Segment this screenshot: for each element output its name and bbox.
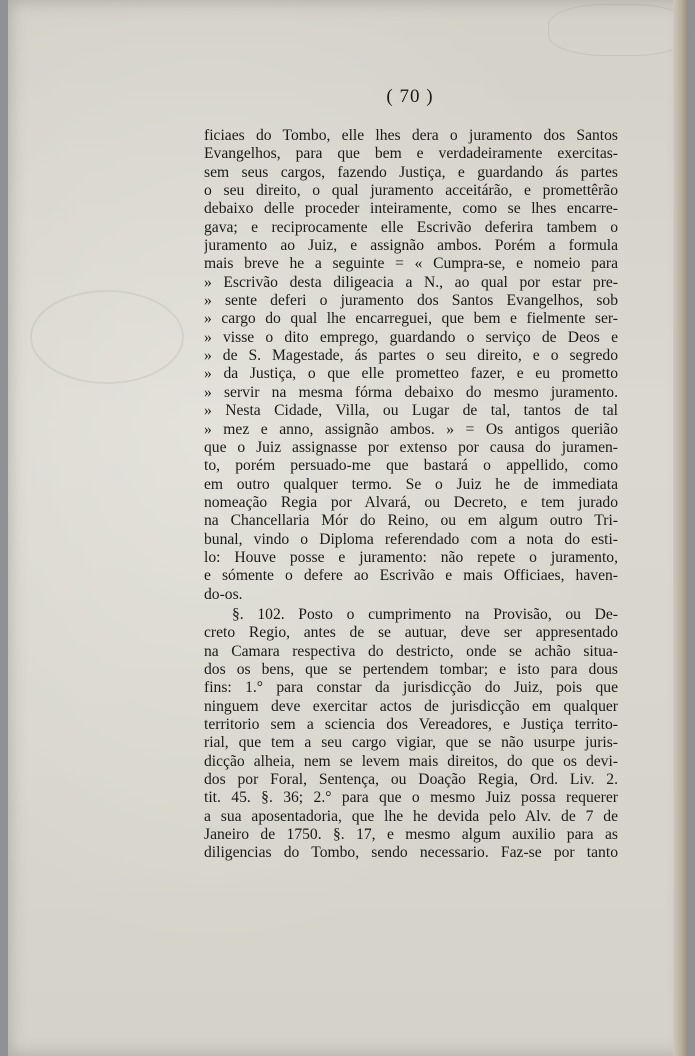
text-line: a sua aposentadoria, que lhe he devida pelo Alv. de 7 de [204, 807, 618, 825]
text-line: o seu direito, o qual juramento acceitárão, e promettêrão [204, 182, 618, 200]
text-line: » cargo do qual lhe encarreguei, que bem e fielmente ser- [204, 310, 618, 328]
paragraph-oath-formula [204, 127, 618, 604]
text-line: ninguem deve exercitar actos de jurisdicção em qualquer [204, 697, 618, 715]
text-line: » visse o dito emprego, guardando o serviço de Deos e [204, 328, 618, 346]
text-line: na Chancellaria Mór do Reino, ou em algum outro Tri- [204, 512, 618, 530]
text-line: gava; e reciprocamente elle Escrivão deferira tambem o [204, 218, 618, 236]
text-line: Evangelhos, para que bem e verdadeiramente exercitas- [204, 145, 618, 163]
text-line: » sente deferi o juramento dos Santos Evangelhos, sob [204, 292, 618, 310]
text-line: debaixo delle proceder inteiramente, como se lhes encarre- [204, 200, 618, 218]
text-line: » da Justiça, o que elle prometteo fazer, e eu prometto [204, 365, 618, 383]
text-line: fins: 1.° para constar da jurisdicção do Juiz, pois que [204, 679, 618, 697]
text-line: nomeação Regia por Alvará, ou Decreto, e tem jurado [204, 493, 618, 511]
text-line: juramento ao Juiz, e assignão ambos. Porém a formula [204, 237, 618, 255]
text-line: dos por Foral, Sentença, ou Doação Regia, Ord. Liv. 2. [204, 771, 618, 789]
text-line: e sómente o defere ao Escrivão e mais Officiaes, haven- [204, 567, 618, 585]
text-line: do-os. [204, 585, 243, 603]
text-line: diligencias do Tombo, sendo necessario. Faz-se por tanto [204, 844, 618, 862]
text-line: » Nesta Cidade, Villa, ou Lugar de tal, tantos de tal [204, 402, 618, 420]
page-edge [673, 0, 687, 1056]
text-line: que o Juiz assignasse por extenso por causa do juramen- [204, 438, 618, 456]
text-line: sem seus cargos, fazendo Justiça, e guardando ás partes [204, 163, 618, 181]
text-line: to, porém persuado-me que bastará o appellido, como [204, 457, 618, 475]
text-line: ficiaes do Tombo, elle lhes dera o juramento dos Santos [204, 127, 618, 144]
text-line: » Escrivão desta diligeacia a N., ao qual por estar pre- [204, 273, 618, 291]
text-line: §. 102. Posto o cumprimento na Provisão, ou De- [232, 606, 618, 623]
text-line: territorio sem a sciencia dos Vereadores, e Justiça territo- [204, 716, 618, 734]
text-line: » mez e anno, assignão ambos. » = Os antigos querião [204, 420, 618, 438]
text-line: mais breve he a seguinte = « Cumpra-se, e nomeio para [204, 255, 618, 273]
text-line: na Camara respectiva do destricto, onde se achão situa- [204, 642, 618, 660]
text-line: » servir na mesma fórma debaixo do mesmo juramento. [204, 383, 618, 401]
paper-stain [30, 290, 184, 384]
text-line: rial, que tem a seu cargo vigiar, que se não usurpe juris- [204, 734, 618, 752]
text-line: tit. 45. §. 36; 2.° para que o mesmo Juiz possa requerer [204, 789, 618, 807]
text-line: em outro qualquer termo. Se o Juiz he de immediata [204, 475, 618, 493]
paper-stain [548, 4, 690, 56]
text-line: » de S. Magestade, ás partes o seu direito, e o segredo [204, 347, 618, 365]
paragraph-section-102 [204, 606, 618, 863]
text-line: dicção alheia, nem se levem mais direitos, do que os devi- [204, 752, 618, 770]
text-line: bunal, vindo o Diploma referendado com a nota do esti- [204, 530, 618, 548]
text-line: Janeiro de 1750. §. 17, e mesmo algum auxilio para as [204, 826, 618, 844]
text-line: lo: Houve posse e juramento: não repete o juramento, [204, 548, 618, 566]
page-number: ( 70 ) [386, 86, 434, 107]
text-line: dos os bens, que se pertendem tombar; e isto para dous [204, 661, 618, 679]
text-line: creto Regio, antes de se autuar, deve ser appresentado [204, 624, 618, 642]
